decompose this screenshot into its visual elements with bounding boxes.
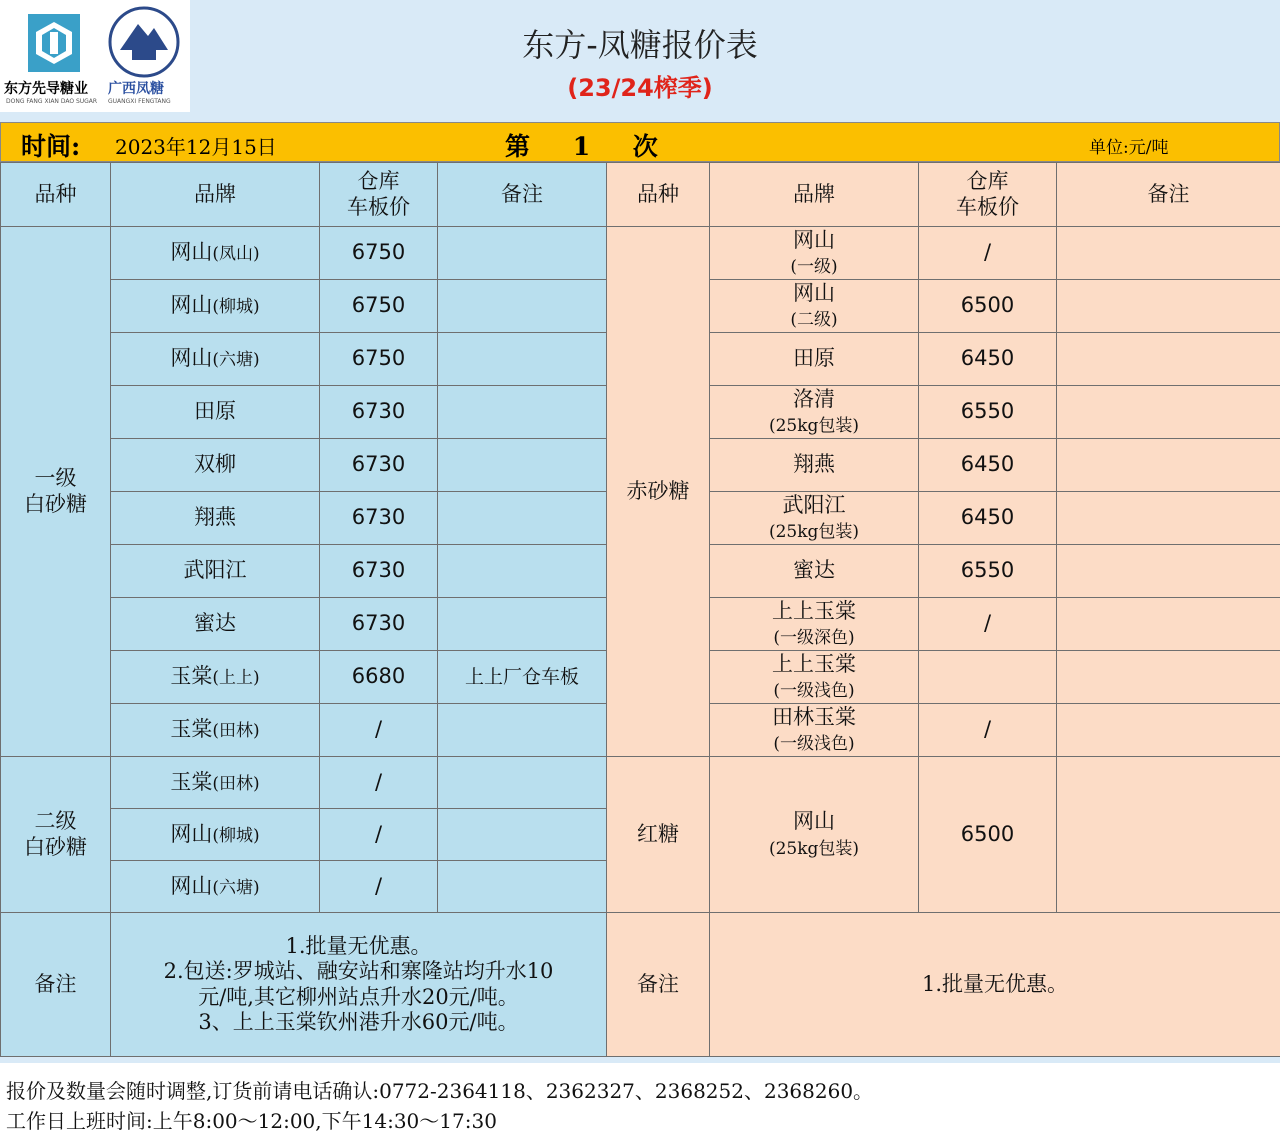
table-row bbox=[1, 757, 1280, 809]
price-cell bbox=[919, 280, 1057, 333]
brand-name: 网山 bbox=[170, 821, 213, 846]
time-label: 时间: bbox=[21, 132, 81, 161]
price-value: 6680 bbox=[351, 664, 406, 689]
remark-cell bbox=[1057, 333, 1280, 386]
left-brand-cell bbox=[111, 280, 320, 333]
price-header-line1: 仓库 bbox=[966, 169, 1009, 194]
price-value: / bbox=[983, 240, 992, 265]
right-brand-cell bbox=[710, 704, 919, 757]
price-cell bbox=[320, 386, 438, 439]
table-row bbox=[1, 227, 1280, 280]
left-brand-cell bbox=[111, 333, 320, 386]
brand-name: 翔燕 bbox=[793, 452, 835, 477]
right-brand-cell bbox=[710, 757, 919, 913]
remark-header bbox=[1057, 163, 1280, 227]
brand-subtitle: (凤山) bbox=[212, 244, 260, 265]
remark-value: 上上厂仓车板 bbox=[464, 665, 579, 688]
brand-subtitle: (一级浅色) bbox=[773, 734, 855, 754]
office-hours: 工作日上班时间:上午8:00～12:00,下午14:30～17:30 bbox=[6, 1109, 497, 1133]
price-unit: 单位:元/吨 bbox=[1089, 138, 1169, 158]
price-value: 6500 bbox=[960, 821, 1015, 846]
price-value: 6730 bbox=[351, 505, 406, 530]
price-header-line1: 仓库 bbox=[357, 169, 400, 194]
left-brand-cell bbox=[111, 598, 320, 651]
price-cell bbox=[320, 757, 438, 809]
notes-label-text: 备注 bbox=[34, 971, 77, 996]
price-value: 6500 bbox=[960, 293, 1015, 318]
price-cell bbox=[919, 492, 1057, 545]
price-cell bbox=[320, 861, 438, 913]
right-brand-cell bbox=[710, 651, 919, 704]
price-header-line2: 车板价 bbox=[956, 194, 1019, 219]
brand-subtitle: (柳城) bbox=[212, 825, 260, 846]
remark-cell bbox=[1057, 704, 1280, 757]
price-value: 6450 bbox=[960, 452, 1015, 477]
brand-name: 网山 bbox=[793, 280, 835, 305]
brand-subtitle: (一级浅色) bbox=[773, 681, 855, 701]
note-line: 元/吨,其它柳州站点升水20元/吨。 bbox=[198, 984, 519, 1009]
remark-cell bbox=[438, 545, 607, 598]
fengtang-brand-en: GUANGXI FENGTANG bbox=[108, 98, 171, 105]
brand-name: 网山 bbox=[170, 240, 213, 265]
remark-cell bbox=[1057, 598, 1280, 651]
brand-subtitle: (上上) bbox=[212, 668, 260, 689]
variety-header-label: 品种 bbox=[637, 181, 679, 206]
price-value: 6750 bbox=[351, 346, 406, 371]
price-value: / bbox=[374, 769, 383, 794]
brand-name: 上上玉棠 bbox=[772, 598, 856, 623]
brand-name: 玉棠 bbox=[170, 769, 213, 794]
brand-subtitle: (柳城) bbox=[212, 297, 260, 318]
brand-subtitle: (二级) bbox=[790, 310, 838, 330]
price-table bbox=[0, 162, 1280, 1057]
brand-name: 蜜达 bbox=[793, 558, 835, 583]
brand-name: 武阳江 bbox=[782, 492, 846, 517]
note-line: 1.批量无优惠。 bbox=[285, 934, 432, 959]
header-row bbox=[1, 163, 1280, 227]
quote-date: 2023年12月15日 bbox=[115, 135, 277, 159]
group-label: 红糖 bbox=[637, 821, 679, 846]
left-brand-cell bbox=[111, 545, 320, 598]
brand-name: 玉棠 bbox=[170, 664, 213, 689]
price-cell bbox=[919, 757, 1057, 913]
remark-cell bbox=[438, 439, 607, 492]
remark-cell bbox=[438, 651, 607, 704]
price-value: / bbox=[983, 611, 992, 636]
price-cell bbox=[320, 809, 438, 861]
remark-cell bbox=[438, 598, 607, 651]
brand-name: 双柳 bbox=[194, 452, 236, 477]
left-brand-cell bbox=[111, 386, 320, 439]
note-line: 3、上上玉棠钦州港升水60元/吨。 bbox=[198, 1009, 519, 1034]
notes-label bbox=[607, 913, 710, 1057]
price-header bbox=[919, 163, 1057, 227]
remark-cell bbox=[1057, 280, 1280, 333]
brand-subtitle: (25kg包装) bbox=[768, 838, 860, 859]
price-value: 6730 bbox=[351, 452, 406, 477]
remark-cell bbox=[1057, 651, 1280, 704]
notes-right bbox=[710, 913, 1280, 1057]
quote-round: 第 1 次 bbox=[505, 132, 660, 161]
price-cell bbox=[320, 545, 438, 598]
contact-note: 报价及数量会随时调整,订货前请电话确认:0772-2364118、2362327、2368252、2368260。 bbox=[6, 1079, 874, 1103]
brand-header-label: 品牌 bbox=[793, 181, 835, 206]
price-cell bbox=[320, 598, 438, 651]
right-brand-cell bbox=[710, 386, 919, 439]
remark-cell bbox=[1057, 386, 1280, 439]
remark-cell bbox=[1057, 492, 1280, 545]
price-cell bbox=[919, 439, 1057, 492]
page-title: 东方-凤糖报价表 bbox=[522, 26, 758, 64]
brand-name: 网山 bbox=[170, 293, 213, 318]
season-subtitle: (23/24榨季) bbox=[567, 74, 713, 102]
remark-cell bbox=[438, 333, 607, 386]
remark-cell bbox=[438, 386, 607, 439]
notes-row bbox=[1, 913, 1280, 1057]
variety-header bbox=[607, 163, 710, 227]
brand-subtitle: (田林) bbox=[212, 773, 260, 794]
right-brand-cell bbox=[710, 439, 919, 492]
remark-cell bbox=[438, 227, 607, 280]
right-brand-cell bbox=[710, 227, 919, 280]
note-line: 2.包送:罗城站、融安站和寨隆站均升水10 bbox=[163, 959, 554, 984]
remark-cell bbox=[438, 757, 607, 809]
brand-name: 翔燕 bbox=[194, 505, 236, 530]
variety-header-label: 品种 bbox=[34, 181, 77, 206]
remark-cell bbox=[1057, 439, 1280, 492]
right-brand-cell bbox=[710, 545, 919, 598]
fengtang-brand-name: 广西凤糖 bbox=[108, 81, 164, 97]
remark-cell bbox=[438, 861, 607, 913]
brand-name: 田林玉棠 bbox=[772, 704, 856, 729]
remark-cell bbox=[438, 492, 607, 545]
brand-subtitle: (一级深色) bbox=[773, 628, 855, 648]
price-value: 6750 bbox=[351, 240, 406, 265]
note-line: 1.批量无优惠。 bbox=[921, 971, 1069, 996]
price-cell bbox=[919, 651, 1057, 704]
dongfang-brand-name: 东方先导糖业 bbox=[4, 81, 88, 97]
brand-name: 田原 bbox=[194, 399, 236, 424]
left-brand-cell bbox=[111, 704, 320, 757]
right-brand-cell bbox=[710, 280, 919, 333]
brand-name: 玉棠 bbox=[170, 717, 213, 742]
brand-name: 网山 bbox=[793, 809, 835, 834]
variety-header bbox=[1, 163, 111, 227]
price-cell bbox=[320, 651, 438, 704]
price-cell bbox=[919, 333, 1057, 386]
brand-subtitle: (田林) bbox=[212, 721, 260, 742]
footer bbox=[0, 1063, 1280, 1143]
price-cell bbox=[919, 227, 1057, 280]
brand-name: 武阳江 bbox=[183, 558, 247, 583]
left-brand-cell bbox=[111, 227, 320, 280]
remark-header-label: 备注 bbox=[1147, 181, 1190, 206]
price-value: 6730 bbox=[351, 399, 406, 424]
brand-subtitle: (25kg包装) bbox=[768, 522, 860, 542]
brand-name: 上上玉棠 bbox=[772, 651, 856, 676]
price-header bbox=[320, 163, 438, 227]
left-brand-cell bbox=[111, 439, 320, 492]
remark-cell bbox=[438, 280, 607, 333]
price-cell bbox=[919, 386, 1057, 439]
left-brand-cell bbox=[111, 809, 320, 861]
brand-subtitle: (25kg包装) bbox=[768, 416, 860, 436]
remark-cell bbox=[1057, 545, 1280, 598]
group-brown-sugar bbox=[607, 757, 710, 913]
brand-subtitle: (一级) bbox=[790, 257, 838, 277]
group-first-grade-white bbox=[1, 227, 111, 757]
brand-header-label: 品牌 bbox=[194, 181, 236, 206]
group-label: 赤砂糖 bbox=[626, 478, 690, 503]
price-value: / bbox=[374, 717, 383, 742]
remark-header bbox=[438, 163, 607, 227]
group-label: 二级 白砂糖 bbox=[24, 809, 87, 859]
price-value: 6550 bbox=[960, 558, 1015, 583]
remark-cell bbox=[1057, 757, 1280, 913]
brand-name: 网山 bbox=[170, 873, 213, 898]
price-value: / bbox=[374, 821, 383, 846]
remark-header-label: 备注 bbox=[501, 181, 543, 206]
notes-label-text: 备注 bbox=[637, 971, 679, 996]
group-raw-sugar bbox=[607, 227, 710, 757]
brand-header bbox=[710, 163, 919, 227]
notes-label bbox=[1, 913, 111, 1057]
brand-name: 网山 bbox=[793, 227, 835, 252]
brand-name: 田原 bbox=[793, 346, 835, 371]
remark-cell bbox=[438, 704, 607, 757]
price-value: 6550 bbox=[960, 399, 1015, 424]
right-brand-cell bbox=[710, 333, 919, 386]
price-cell bbox=[320, 227, 438, 280]
price-value: 6450 bbox=[960, 505, 1015, 530]
price-cell bbox=[320, 704, 438, 757]
brand-header bbox=[111, 163, 320, 227]
page-header bbox=[0, 0, 1280, 122]
group-label: 一级 白砂糖 bbox=[24, 466, 87, 516]
price-cell bbox=[320, 280, 438, 333]
price-value: 6730 bbox=[351, 611, 406, 636]
price-cell bbox=[919, 545, 1057, 598]
dongfang-brand-en: DONG FANG XIAN DAO SUGAR bbox=[6, 98, 98, 105]
left-brand-cell bbox=[111, 492, 320, 545]
price-value: 6750 bbox=[351, 293, 406, 318]
notes-left bbox=[111, 913, 607, 1057]
right-brand-cell bbox=[710, 598, 919, 651]
price-value: / bbox=[983, 717, 992, 742]
right-brand-cell bbox=[710, 492, 919, 545]
group-second-grade-white bbox=[1, 757, 111, 913]
brand-name: 蜜达 bbox=[194, 611, 236, 636]
left-brand-cell bbox=[111, 861, 320, 913]
price-cell bbox=[919, 704, 1057, 757]
brand-subtitle: (六塘) bbox=[212, 350, 260, 371]
remark-cell bbox=[1057, 227, 1280, 280]
brand-name: 网山 bbox=[170, 346, 213, 371]
price-value: / bbox=[374, 873, 383, 898]
left-brand-cell bbox=[111, 757, 320, 809]
price-cell bbox=[919, 598, 1057, 651]
price-cell bbox=[320, 492, 438, 545]
remark-cell bbox=[438, 809, 607, 861]
info-bar bbox=[0, 122, 1280, 162]
left-brand-cell bbox=[111, 651, 320, 704]
price-cell bbox=[320, 333, 438, 386]
brand-name: 洛清 bbox=[793, 386, 835, 411]
price-header-line2: 车板价 bbox=[347, 194, 410, 219]
price-value: 6730 bbox=[351, 558, 406, 583]
price-value: 6450 bbox=[960, 346, 1015, 371]
brand-subtitle: (六塘) bbox=[212, 877, 260, 898]
price-cell bbox=[320, 439, 438, 492]
